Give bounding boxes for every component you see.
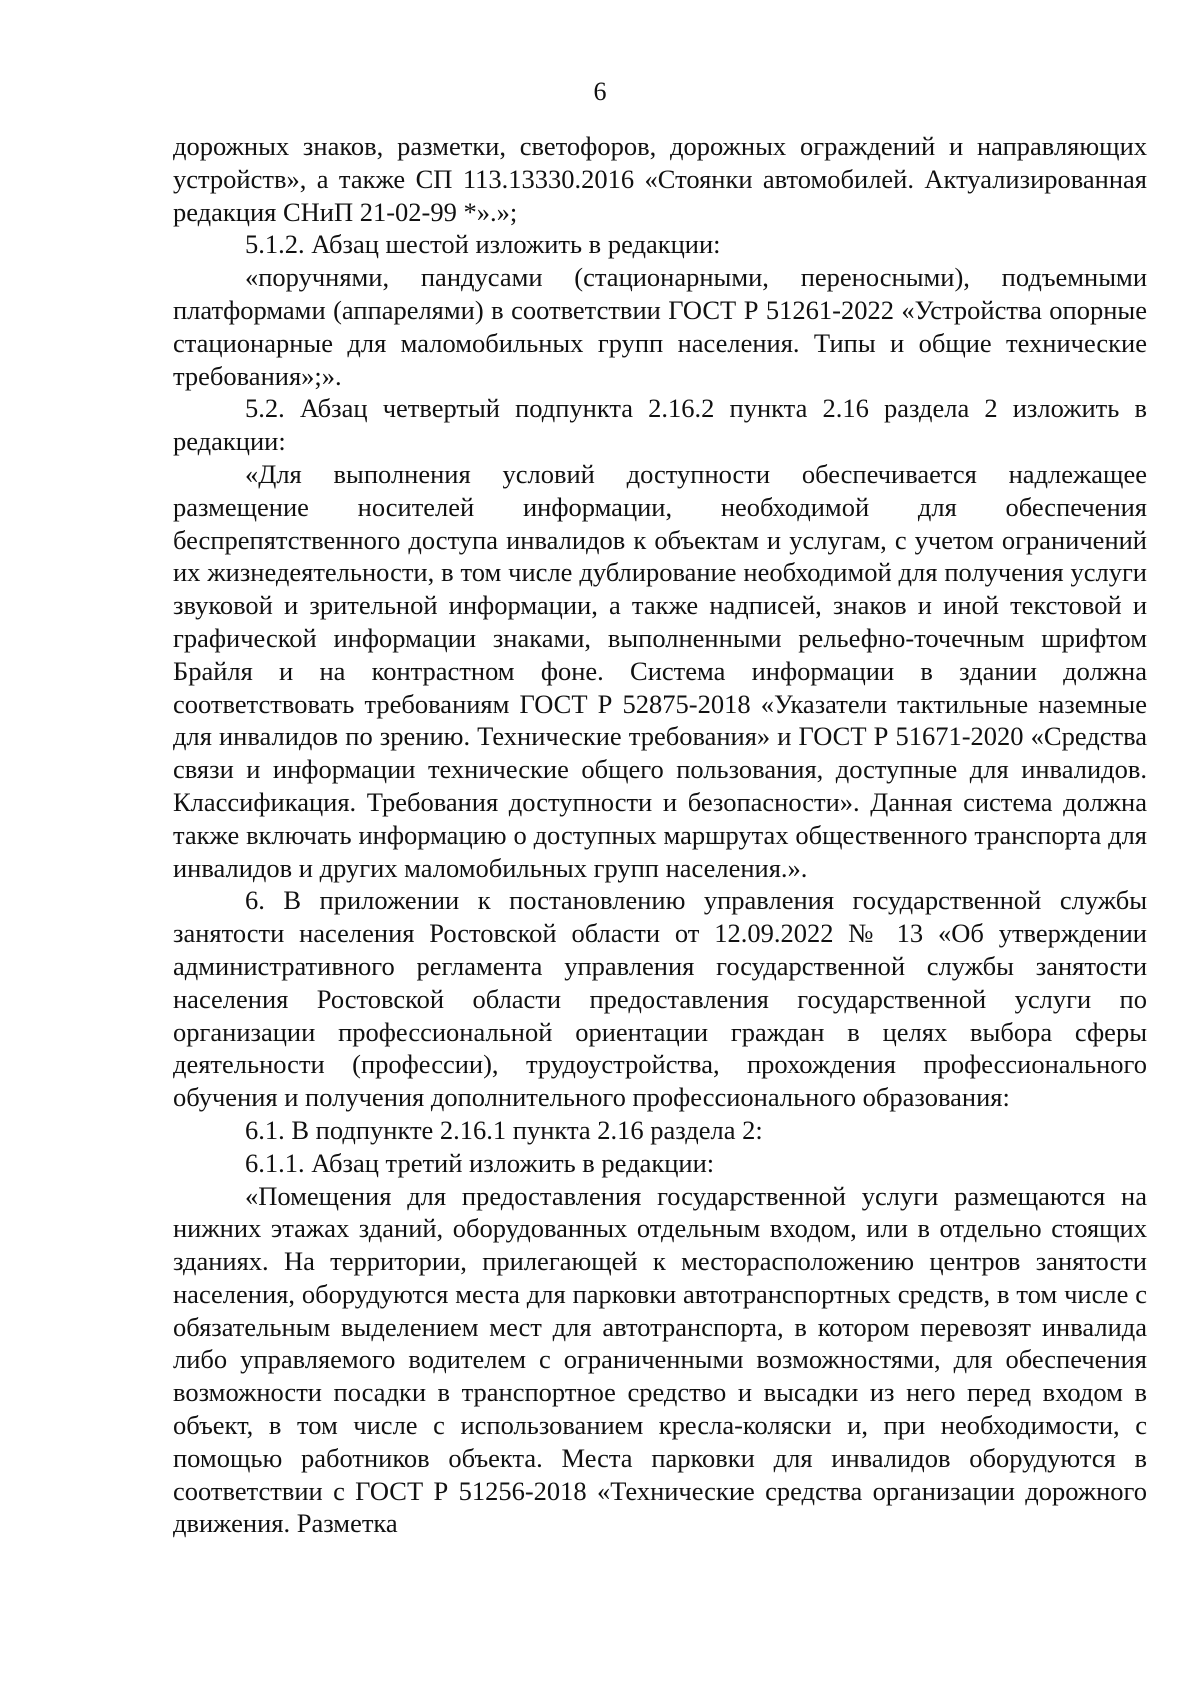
- paragraph: 6. В приложении к постановлению управления государственной службы занятости населения Ростовской области от 12.09.2022 № 13 «Об утверждении административного регламента управления государственной службы занятости населения Ростовской области предоставления государственной услуги по организации профессиональной ориентации граждан в целях выбора сферы деятельности (профессии), трудоустройства, прохождения профессионального обучения и получения дополнительного профессионального образования:: [173, 885, 1147, 1113]
- page-number: 6: [593, 77, 607, 106]
- paragraph: «поручнями, пандусами (стационарными, переносными), подъемными платформами (аппарелями) в соответствии ГОСТ Р 51261-2022 «Устройства опорные стационарные для маломобильных групп населения. Типы и общие технические требования»;».: [173, 262, 1147, 391]
- paragraph: 5.2. Абзац четвертый подпункта 2.16.2 пункта 2.16 раздела 2 изложить в редакции:: [173, 393, 1147, 457]
- paragraph: дорожных знаков, разметки, светофоров, дорожных ограждений и направляющих устройств», а также СП 113.13330.2016 «Стоянки автомобилей. Актуализированная редакция СНиП 21-02-99 *».»;: [173, 131, 1147, 227]
- paragraph: 5.1.2. Абзац шестой изложить в редакции:: [245, 229, 721, 260]
- paragraph: 6.1.1. Абзац третий изложить в редакции:: [245, 1147, 715, 1178]
- paragraph: «Помещения для предоставления государственной услуги размещаются на нижних этажах зданий, оборудованных отдельным входом, или в отдельно стоящих зданиях. На территории, прилегающей к месторасположению центров занятости населения, оборудуются места для парковки автотранспортных средств, в том числе с обязательным выделением мест для автотранспорта, в котором перевозят инвалида либо управляемого водителем с ограниченными возможностями, для обеспечения возможности посадки в транспортное средство и высадки из него перед входом в объект, в том числе с использованием кресла-коляски и, при необходимости, с помощью работников объекта. Места парковки для инвалидов оборудуются в соответствии с ГОСТ Р 51256-2018 «Технические средства организации дорожного движения. Разметка: [173, 1180, 1147, 1539]
- document-body: [173, 130, 1147, 1540]
- paragraph: «Для выполнения условий доступности обеспечивается надлежащее размещение носителей информации, необходимой для обеспечения беспрепятственного доступа инвалидов к объектам и услугам, с учетом ограничений их жизнедеятельности, в том числе дублирование необходимой для получения услуги звуковой и зрительной информации, а также надписей, знаков и иной текстовой и графической информации знаками, выполненными рельефно-точечным шрифтом Брайля и на контрастном фоне. Система информации в здании должна соответствовать требованиям ГОСТ Р 52875-2018 «Указатели тактильные наземные для инвалидов по зрению. Технические требования» и ГОСТ Р 51671-2020 «Средства связи и информации технические общего пользования, доступные для инвалидов. Классификация. Требования доступности и безопасности». Данная система должна также включать информацию о доступных маршрутах общественного транспорта для инвалидов и других маломобильных групп населения.».: [173, 458, 1147, 883]
- paragraph: 6.1. В подпункте 2.16.1 пункта 2.16 раздела 2:: [245, 1114, 763, 1145]
